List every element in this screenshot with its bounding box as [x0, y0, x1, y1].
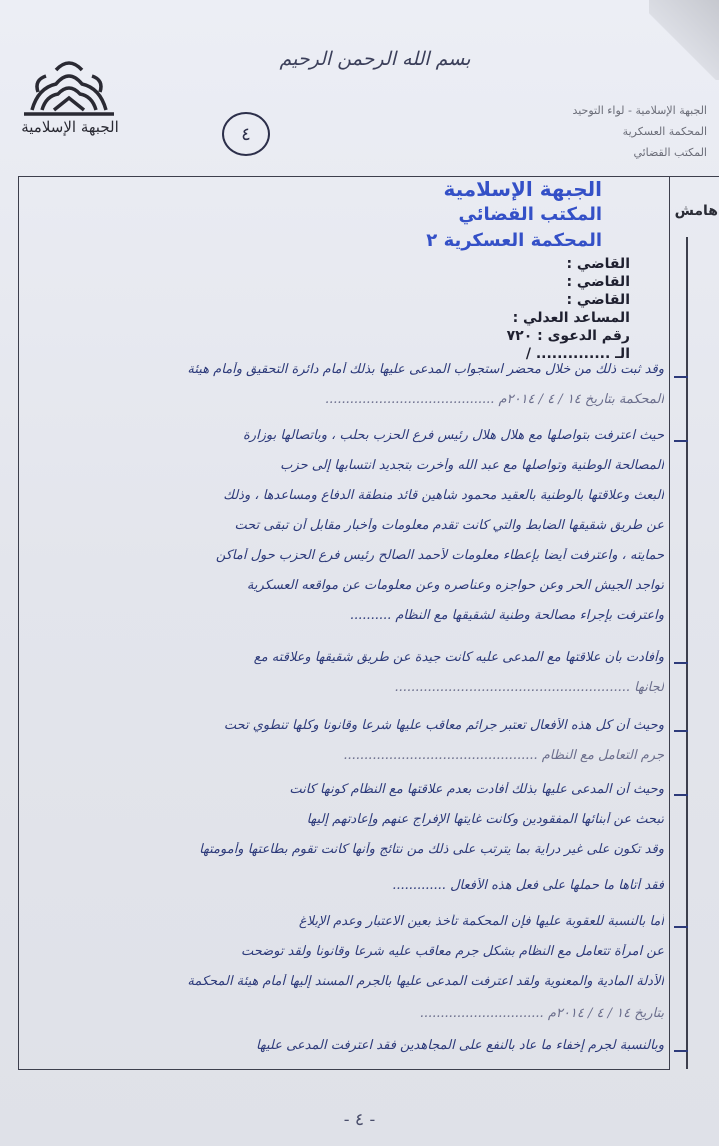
body-line: وقد تكون على غير دراية بما يترتب على ذلك من نتائج وأنها كانت تقوم بطاعتها وأمومتها: [199, 842, 664, 857]
body-line: المصالحة الوطنية وتواصلها مع عبد الله وأخرت بتجديد انتسابها إلى حزب: [280, 458, 664, 473]
body-line: عن امرأة تتعامل مع النظام بشكل جرم معاقب عليه شرعا وقانونا ولقد توضحت: [241, 944, 664, 959]
body-line: المحكمة بتاريخ ١٤ / ٤ / ٢٠١٤م .........................................: [324, 392, 664, 407]
body-line: تبحث عن أبنائها المفقودين وكانت غايتها الإفراج عنهم وإعادتهم إليها: [306, 812, 664, 827]
heading-line: المكتب القضائي: [458, 204, 602, 225]
body-line: تواجد الجيش الحر وعن حواجزه وعناصره وعن معلومات عن مواقعه العسكرية: [246, 578, 664, 593]
paragraph-dash: [674, 794, 688, 796]
date-field: الـ .............. /: [525, 346, 630, 362]
judge-field: القاضي :: [566, 292, 630, 308]
org-line: المحكمة العسكرية: [622, 125, 707, 138]
body-line: حمايته ، واعترفت أيضا بإعطاء معلومات لأحمد الصالح رئيس فرع الحزب حول أماكن: [215, 548, 664, 563]
paragraph-dash: [674, 662, 688, 664]
court-heading: [360, 176, 602, 254]
body-line: لجانها .........................................................: [394, 680, 664, 695]
page-fold: [649, 0, 719, 80]
body-line: وحيث أن المدعى عليها بذلك أفادت بعدم علاقتها مع النظام كونها كانت: [289, 782, 664, 797]
case-number-field: رقم الدعوى : ٧٢٠: [506, 328, 630, 344]
heading-line: الجبهة الإسلامية: [443, 177, 602, 201]
paragraph-dash: [674, 1050, 688, 1052]
judge-field: القاضي :: [566, 256, 630, 272]
judicial-assistant-field: المساعد العدلي :: [512, 310, 630, 326]
margin-label: هامش: [674, 203, 718, 219]
body-line: البعث وعلاقتها بالوطنية بالعقيد محمود شاهين قائد منطقة الدفاع ومساعدها ، وذلك: [223, 488, 664, 503]
body-line: فقد أتاها ما حملها على فعل هذه الأفعال .............: [392, 878, 664, 893]
circled-page-number: ٤: [222, 112, 270, 156]
margin-divider: [686, 237, 688, 1069]
body-line: بتاريخ ١٤ / ٤ / ٢٠١٤م ..............................: [419, 1006, 664, 1021]
body-line: وأفادت بأن علاقتها مع المدعى عليه كانت جيدة عن طريق شقيقها وعلاقته مع: [253, 650, 664, 665]
footer-page-number: - ٤ -: [343, 1110, 376, 1130]
body-line: وبالنسبة لجرم إخفاء ما عاد بالنفع على المجاهدين فقد اعترفت المدعى عليها: [256, 1038, 664, 1053]
paragraph-dash: [674, 730, 688, 732]
case-fields: [450, 255, 630, 363]
paragraph-dash: [674, 440, 688, 442]
body-line: أما بالنسبة للعقوبة عليها فإن المحكمة تأخذ بعين الاعتبار وعدم الإبلاغ: [298, 914, 664, 929]
org-line: الجبهة الإسلامية - لواء التوحيد: [572, 104, 707, 117]
basmala: بسم الله الرحمن الرحيم: [279, 48, 471, 70]
organization-header: [527, 100, 707, 163]
body-line: عن طريق شقيقها الضابط والتي كانت تقدم معلومات وأخبار مقابل أن تبقى تحت: [234, 518, 664, 533]
logo-caption: الجبهة الإسلامية: [21, 118, 119, 136]
margin-column: [668, 176, 719, 1069]
body-line: وقد ثبت ذلك من خلال محضر استجواب المدعى عليها بذلك أمام دائرة التحقيق وأمام هيئة: [187, 362, 664, 377]
heading-line: المحكمة العسكرية ٢: [426, 230, 602, 251]
judge-field: القاضي :: [566, 274, 630, 290]
body-line: واعترفت بإجراء مصالحة وطنية لشقيقها مع النظام ..........: [349, 608, 664, 623]
body-line: حيث اعترفت بتواصلها مع هلال هلال رئيس فرع الحزب بحلب ، وباتصالها بوزارة: [242, 428, 664, 443]
paragraph-dash: [674, 926, 688, 928]
body-line: الأدلة المادية والمعنوية ولقد اعترفت المدعى عليها بالجرم المسند إليها أمام هيئة المحكمة: [187, 974, 664, 989]
body-line: جرم التعامل مع النظام ...............................................: [343, 748, 664, 763]
paragraph-dash: [674, 376, 688, 378]
body-line: وحيث أن كل هذه الأفعال تعتبر جرائم معاقب عليها شرعا وقانونا وكلها تنطوي تحت: [223, 718, 664, 733]
org-line: المكتب القضائي: [633, 146, 707, 159]
islamic-front-logo-icon: [14, 58, 124, 158]
